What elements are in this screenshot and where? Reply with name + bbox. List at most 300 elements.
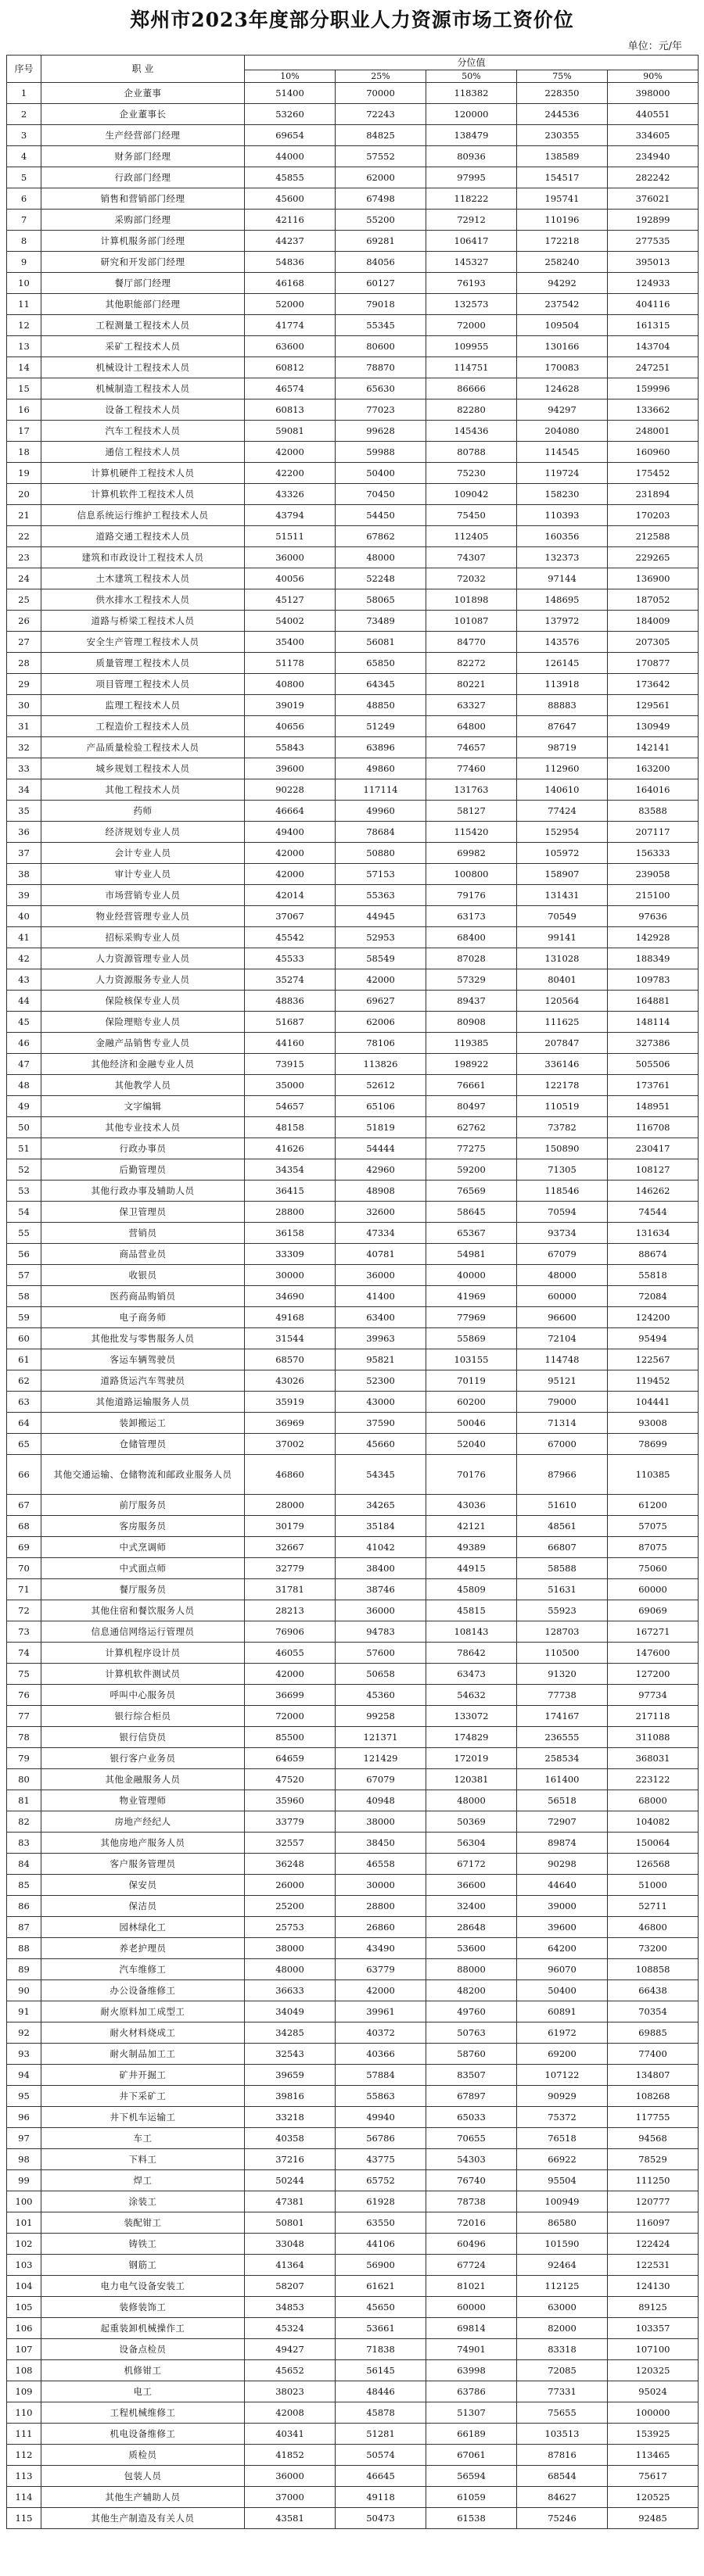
table-row	[7, 1854, 699, 1875]
row-p10: 42000	[245, 843, 336, 864]
row-occupation: 银行客户业务员	[41, 1748, 245, 1769]
row-seq: 89	[7, 1959, 41, 1980]
table-row	[7, 442, 699, 463]
row-p25: 51281	[336, 2424, 426, 2445]
row-p75: 112960	[517, 758, 608, 779]
row-seq: 91	[7, 2001, 41, 2022]
header-p10: 10%	[245, 70, 336, 83]
row-p50: 81021	[426, 2276, 517, 2297]
row-p50: 100800	[426, 864, 517, 885]
row-seq: 92	[7, 2022, 41, 2044]
row-p75: 87816	[517, 2445, 608, 2466]
row-seq: 28	[7, 653, 41, 674]
row-p75: 195741	[517, 188, 608, 210]
row-seq: 109	[7, 2381, 41, 2402]
row-occupation: 电子商务师	[41, 1307, 245, 1328]
row-p10: 36633	[245, 1980, 336, 2001]
row-p75: 66807	[517, 1537, 608, 1558]
row-p25: 117114	[336, 779, 426, 801]
row-occupation: 物业管理师	[41, 1790, 245, 1811]
row-p75: 207847	[517, 1033, 608, 1054]
row-p25: 56900	[336, 2255, 426, 2276]
table-row	[7, 1537, 699, 1558]
row-p75: 90929	[517, 2086, 608, 2107]
row-p50: 67897	[426, 2086, 517, 2107]
row-p75: 39600	[517, 1917, 608, 1938]
row-seq: 48	[7, 1075, 41, 1096]
table-row	[7, 1938, 699, 1959]
row-p75: 118546	[517, 1181, 608, 1202]
header-p90: 90%	[608, 70, 699, 83]
row-p90: 440551	[608, 104, 699, 125]
row-p25: 70000	[336, 83, 426, 104]
row-p90: 68000	[608, 1790, 699, 1811]
row-occupation: 园林绿化工	[41, 1917, 245, 1938]
row-p10: 47381	[245, 2191, 336, 2212]
row-seq: 84	[7, 1854, 41, 1875]
row-p10: 39600	[245, 758, 336, 779]
table-row	[7, 2255, 699, 2276]
row-occupation: 汽车维修工	[41, 1959, 245, 1980]
row-p50: 58760	[426, 2044, 517, 2065]
row-p25: 49860	[336, 758, 426, 779]
row-p10: 26000	[245, 1875, 336, 1896]
row-p90: 120325	[608, 2360, 699, 2381]
row-occupation: 道路货运汽车驾驶员	[41, 1370, 245, 1392]
row-occupation: 收银员	[41, 1265, 245, 1286]
row-p90: 231894	[608, 484, 699, 505]
row-seq: 95	[7, 2086, 41, 2107]
row-occupation: 保险核保专业人员	[41, 991, 245, 1012]
row-p10: 54002	[245, 611, 336, 632]
row-p90: 120777	[608, 2191, 699, 2212]
row-p50: 97995	[426, 167, 517, 188]
row-p90: 192899	[608, 210, 699, 231]
row-occupation: 行政办事员	[41, 1138, 245, 1159]
row-p75: 140610	[517, 779, 608, 801]
row-p10: 32779	[245, 1558, 336, 1579]
row-p75: 86580	[517, 2212, 608, 2234]
row-p75: 69200	[517, 2044, 608, 2065]
row-p50: 40000	[426, 1265, 517, 1286]
row-p10: 33779	[245, 1811, 336, 1833]
table-row	[7, 1685, 699, 1706]
row-occupation: 呼叫中心服务员	[41, 1685, 245, 1706]
row-occupation: 质量管理工程技术人员	[41, 653, 245, 674]
header-p75: 75%	[517, 70, 608, 83]
row-p75: 98719	[517, 737, 608, 758]
row-seq: 41	[7, 927, 41, 948]
row-p10: 34285	[245, 2022, 336, 2044]
row-occupation: 其他道路运输服务人员	[41, 1392, 245, 1413]
row-seq: 115	[7, 2508, 41, 2529]
row-seq: 90	[7, 1980, 41, 2001]
row-p50: 108143	[426, 1621, 517, 1643]
row-p50: 59200	[426, 1159, 517, 1181]
row-occupation: 其他专业技术人员	[41, 1117, 245, 1138]
row-p75: 70549	[517, 906, 608, 927]
table-row	[7, 1413, 699, 1434]
row-p10: 37002	[245, 1434, 336, 1455]
row-seq: 65	[7, 1434, 41, 1455]
row-p50: 49389	[426, 1537, 517, 1558]
row-occupation: 信息系统运行维护工程技术人员	[41, 505, 245, 526]
row-p75: 131028	[517, 948, 608, 969]
table-row	[7, 758, 699, 779]
table-row	[7, 716, 699, 737]
row-p10: 60813	[245, 399, 336, 421]
row-p75: 114545	[517, 442, 608, 463]
row-p50: 133072	[426, 1706, 517, 1727]
row-p90: 248001	[608, 421, 699, 442]
row-seq: 51	[7, 1138, 41, 1159]
table-row	[7, 1075, 699, 1096]
row-p25: 43775	[336, 2149, 426, 2170]
table-row	[7, 2445, 699, 2466]
table-row	[7, 927, 699, 948]
row-p50: 69814	[426, 2318, 517, 2339]
table-row	[7, 1265, 699, 1286]
row-seq: 108	[7, 2360, 41, 2381]
row-p90: 282242	[608, 167, 699, 188]
row-p50: 72912	[426, 210, 517, 231]
row-seq: 94	[7, 2065, 41, 2086]
row-p75: 110196	[517, 210, 608, 231]
row-p25: 35184	[336, 1516, 426, 1537]
row-p50: 56594	[426, 2466, 517, 2487]
row-p10: 51178	[245, 653, 336, 674]
row-p50: 58127	[426, 801, 517, 822]
row-p90: 173642	[608, 674, 699, 695]
row-p25: 40372	[336, 2022, 426, 2044]
row-seq: 34	[7, 779, 41, 801]
table-row	[7, 167, 699, 188]
row-seq: 112	[7, 2445, 41, 2466]
row-occupation: 质检员	[41, 2445, 245, 2466]
row-p75: 258534	[517, 1748, 608, 1769]
row-seq: 17	[7, 421, 41, 442]
table-row	[7, 2487, 699, 2508]
row-seq: 37	[7, 843, 41, 864]
row-p10: 30000	[245, 1265, 336, 1286]
row-p90: 78699	[608, 1434, 699, 1455]
row-p10: 42000	[245, 864, 336, 885]
row-p10: 39019	[245, 695, 336, 716]
row-seq: 57	[7, 1265, 41, 1286]
row-p50: 172019	[426, 1748, 517, 1769]
row-seq: 10	[7, 273, 41, 294]
row-p90: 184009	[608, 611, 699, 632]
row-seq: 82	[7, 1811, 41, 1833]
row-seq: 87	[7, 1917, 41, 1938]
row-p50: 61059	[426, 2487, 517, 2508]
row-p50: 80936	[426, 146, 517, 167]
table-row	[7, 1328, 699, 1349]
row-p90: 164016	[608, 779, 699, 801]
unit-label: 单位：元/年	[627, 41, 682, 52]
row-occupation: 客运车辆驾驶员	[41, 1349, 245, 1370]
row-p50: 86666	[426, 378, 517, 399]
row-p25: 54345	[336, 1455, 426, 1495]
row-p25: 42000	[336, 1980, 426, 2001]
row-seq: 5	[7, 167, 41, 188]
row-p25: 63779	[336, 1959, 426, 1980]
row-occupation: 保安员	[41, 1875, 245, 1896]
row-p10: 63600	[245, 336, 336, 357]
row-p25: 48000	[336, 547, 426, 568]
table-row	[7, 2297, 699, 2318]
row-p50: 74657	[426, 737, 517, 758]
row-p50: 42121	[426, 1516, 517, 1537]
row-p25: 54450	[336, 505, 426, 526]
row-p50: 54632	[426, 1685, 517, 1706]
row-p50: 80908	[426, 1012, 517, 1033]
row-p10: 33218	[245, 2107, 336, 2128]
row-occupation: 企业董事	[41, 83, 245, 104]
row-seq: 74	[7, 1643, 41, 1664]
row-p25: 99258	[336, 1706, 426, 1727]
row-p10: 41626	[245, 1138, 336, 1159]
row-p10: 32557	[245, 1833, 336, 1854]
row-p75: 122178	[517, 1075, 608, 1096]
row-p90: 505506	[608, 1054, 699, 1075]
table-row	[7, 906, 699, 927]
table-row	[7, 505, 699, 526]
table-row	[7, 526, 699, 547]
row-p90: 395013	[608, 252, 699, 273]
row-p25: 50400	[336, 463, 426, 484]
row-seq: 72	[7, 1600, 41, 1621]
table-row	[7, 1033, 699, 1054]
row-p10: 40800	[245, 674, 336, 695]
row-occupation: 起重装卸机械操作工	[41, 2318, 245, 2339]
row-p10: 73915	[245, 1054, 336, 1075]
row-p75: 244536	[517, 104, 608, 125]
row-occupation: 城乡规划工程技术人员	[41, 758, 245, 779]
row-p75: 130166	[517, 336, 608, 357]
row-p75: 72085	[517, 2360, 608, 2381]
row-p25: 64345	[336, 674, 426, 695]
row-p90: 247251	[608, 357, 699, 378]
table-body	[7, 83, 699, 2529]
row-p25: 58065	[336, 589, 426, 611]
table-row	[7, 1769, 699, 1790]
row-p10: 34853	[245, 2297, 336, 2318]
row-occupation: 矿井开掘工	[41, 2065, 245, 2086]
row-seq: 68	[7, 1516, 41, 1537]
row-p75: 237542	[517, 294, 608, 315]
header-percentile-group: 分位值	[245, 56, 699, 70]
table-row	[7, 1202, 699, 1223]
row-p25: 57552	[336, 146, 426, 167]
row-p25: 69627	[336, 991, 426, 1012]
row-p10: 45600	[245, 188, 336, 210]
row-occupation: 计算机程序设计员	[41, 1643, 245, 1664]
row-seq: 100	[7, 2191, 41, 2212]
row-p10: 45533	[245, 948, 336, 969]
table-row	[7, 83, 699, 104]
row-p90: 72084	[608, 1286, 699, 1307]
row-occupation: 计算机软件工程技术人员	[41, 484, 245, 505]
header-seq: 序号	[7, 56, 41, 83]
row-p90: 160960	[608, 442, 699, 463]
row-p90: 175452	[608, 463, 699, 484]
row-occupation: 电力电气设备安装工	[41, 2276, 245, 2297]
row-p10: 52000	[245, 294, 336, 315]
row-p50: 114751	[426, 357, 517, 378]
row-p75: 72104	[517, 1328, 608, 1349]
row-p10: 32543	[245, 2044, 336, 2065]
row-p90: 368031	[608, 1748, 699, 1769]
row-p90: 122424	[608, 2234, 699, 2255]
row-p10: 31544	[245, 1328, 336, 1349]
row-p90: 156333	[608, 843, 699, 864]
row-p90: 110385	[608, 1455, 699, 1495]
row-p25: 47334	[336, 1223, 426, 1244]
row-seq: 99	[7, 2170, 41, 2191]
row-p25: 43490	[336, 1938, 426, 1959]
table-row	[7, 2318, 699, 2339]
row-p75: 51610	[517, 1495, 608, 1516]
row-p25: 57153	[336, 864, 426, 885]
row-p25: 44106	[336, 2234, 426, 2255]
row-seq: 26	[7, 611, 41, 632]
row-p25: 55200	[336, 210, 426, 231]
row-p75: 73782	[517, 1117, 608, 1138]
row-p50: 53600	[426, 1938, 517, 1959]
row-p75: 51631	[517, 1579, 608, 1600]
table-row	[7, 2508, 699, 2529]
row-occupation: 市场营销专业人员	[41, 885, 245, 906]
row-p50: 138479	[426, 125, 517, 146]
table-row	[7, 2191, 699, 2212]
header-occupation: 职 业	[41, 56, 245, 83]
row-p90: 223122	[608, 1769, 699, 1790]
row-p25: 69281	[336, 231, 426, 252]
row-p50: 60200	[426, 1392, 517, 1413]
row-occupation: 安全生产管理工程技术人员	[41, 632, 245, 653]
row-p50: 131763	[426, 779, 517, 801]
row-p10: 76906	[245, 1621, 336, 1643]
row-seq: 18	[7, 442, 41, 463]
row-p75: 87966	[517, 1455, 608, 1495]
row-p25: 54444	[336, 1138, 426, 1159]
row-occupation: 其他教学人员	[41, 1075, 245, 1096]
row-occupation: 道路交通工程技术人员	[41, 526, 245, 547]
row-occupation: 研究和开发部门经理	[41, 252, 245, 273]
row-p50: 84770	[426, 632, 517, 653]
table-row	[7, 885, 699, 906]
row-p10: 35919	[245, 1392, 336, 1413]
row-p25: 40366	[336, 2044, 426, 2065]
row-p10: 59081	[245, 421, 336, 442]
row-p25: 43000	[336, 1392, 426, 1413]
row-occupation: 监理工程技术人员	[41, 695, 245, 716]
table-row	[7, 1455, 699, 1495]
row-p75: 131431	[517, 885, 608, 906]
row-p10: 32667	[245, 1537, 336, 1558]
row-p50: 174829	[426, 1727, 517, 1748]
row-p75: 101590	[517, 2234, 608, 2255]
row-p75: 83318	[517, 2339, 608, 2360]
row-p75: 66922	[517, 2149, 608, 2170]
table-row	[7, 843, 699, 864]
row-p75: 107122	[517, 2065, 608, 2086]
row-p10: 49427	[245, 2339, 336, 2360]
row-p25: 62006	[336, 1012, 426, 1033]
table-row	[7, 2466, 699, 2487]
row-p50: 87028	[426, 948, 517, 969]
row-p90: 95024	[608, 2381, 699, 2402]
row-occupation: 计算机软件测试员	[41, 1664, 245, 1685]
row-seq: 80	[7, 1769, 41, 1790]
row-p10: 34690	[245, 1286, 336, 1307]
row-occupation: 人力资源管理专业人员	[41, 948, 245, 969]
row-p25: 56786	[336, 2128, 426, 2149]
row-p75: 79000	[517, 1392, 608, 1413]
table-row	[7, 210, 699, 231]
row-p25: 78106	[336, 1033, 426, 1054]
row-occupation: 设备工程技术人员	[41, 399, 245, 421]
row-p75: 75372	[517, 2107, 608, 2128]
row-p25: 67498	[336, 188, 426, 210]
table-row	[7, 146, 699, 167]
header-p50: 50%	[426, 70, 517, 83]
row-seq: 16	[7, 399, 41, 421]
row-p75: 60891	[517, 2001, 608, 2022]
row-p50: 118222	[426, 188, 517, 210]
row-occupation: 客房服务员	[41, 1516, 245, 1537]
row-occupation: 后勤管理员	[41, 1159, 245, 1181]
row-occupation: 产品质量检验工程技术人员	[41, 737, 245, 758]
row-p90: 122531	[608, 2255, 699, 2276]
row-seq: 4	[7, 146, 41, 167]
table-row	[7, 1516, 699, 1537]
row-occupation: 其他生产制造及有关人员	[41, 2508, 245, 2529]
row-occupation: 办公设备维修工	[41, 1980, 245, 2001]
row-occupation: 保洁员	[41, 1896, 245, 1917]
row-p50: 118382	[426, 83, 517, 104]
row-occupation: 金融产品销售专业人员	[41, 1033, 245, 1054]
row-seq: 76	[7, 1685, 41, 1706]
row-p75: 132373	[517, 547, 608, 568]
row-occupation: 机械制造工程技术人员	[41, 378, 245, 399]
row-p25: 52248	[336, 568, 426, 589]
row-p10: 54657	[245, 1096, 336, 1117]
row-p25: 45660	[336, 1434, 426, 1455]
row-p90: 83588	[608, 801, 699, 822]
row-p50: 101898	[426, 589, 517, 611]
row-occupation: 机械设计工程技术人员	[41, 357, 245, 378]
row-p10: 35960	[245, 1790, 336, 1811]
row-p90: 215100	[608, 885, 699, 906]
row-p90: 217118	[608, 1706, 699, 1727]
row-p50: 68400	[426, 927, 517, 948]
row-p75: 58588	[517, 1558, 608, 1579]
row-p50: 50046	[426, 1413, 517, 1434]
row-p75: 105972	[517, 843, 608, 864]
row-p90: 212588	[608, 526, 699, 547]
row-p50: 79176	[426, 885, 517, 906]
row-p25: 38000	[336, 1811, 426, 1833]
table-row	[7, 1054, 699, 1075]
row-p90: 77400	[608, 2044, 699, 2065]
table-row	[7, 2086, 699, 2107]
row-p50: 109042	[426, 484, 517, 505]
row-p90: 167271	[608, 1621, 699, 1643]
row-p10: 30179	[245, 1516, 336, 1537]
row-p50: 78642	[426, 1643, 517, 1664]
